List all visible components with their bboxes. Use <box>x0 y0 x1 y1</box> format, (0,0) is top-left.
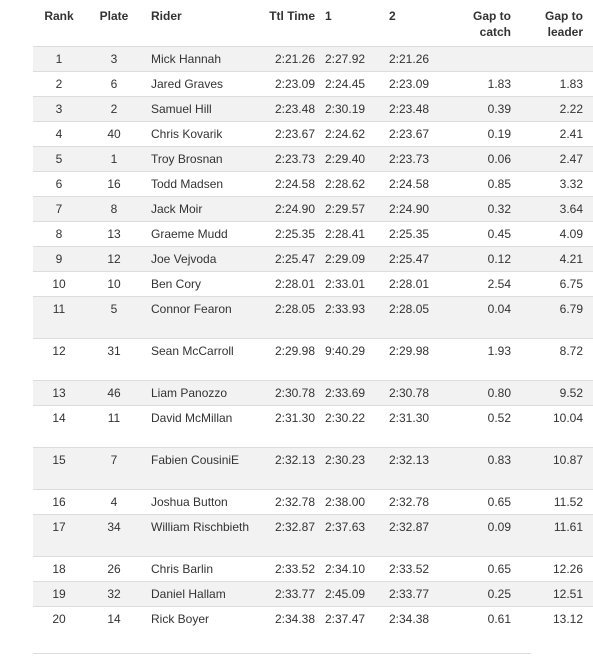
run-2-cell: 2:34.38 <box>385 607 447 632</box>
run-1-cell: 2:33.01 <box>319 272 385 297</box>
total-time-cell: 2:24.90 <box>255 197 319 222</box>
gap-to-catch-cell: 0.85 <box>447 172 517 197</box>
gap-to-catch-cell: 0.65 <box>447 557 517 582</box>
gap-to-catch-cell: 2.54 <box>447 272 517 297</box>
table-row <box>33 490 593 515</box>
rider-cell: Sean McCarroll <box>143 339 255 381</box>
total-time-cell: 2:32.78 <box>255 490 319 515</box>
run-2-cell: 2:32.87 <box>385 515 447 557</box>
table-row <box>33 172 593 197</box>
table-row <box>33 272 593 297</box>
run-1-cell: 2:28.62 <box>319 172 385 197</box>
gap-to-catch-cell: 0.45 <box>447 222 517 247</box>
rider-cell: Jack Moir <box>143 197 255 222</box>
run-1-cell: 2:29.09 <box>319 247 385 272</box>
run-2-cell: 2:23.73 <box>385 147 447 172</box>
gap-to-leader-cell: 2.41 <box>517 122 593 147</box>
total-time-cell: 2:32.87 <box>255 515 319 557</box>
total-time-cell: 2:32.13 <box>255 448 319 490</box>
run-1-cell: 2:30.19 <box>319 97 385 122</box>
run-2-cell: 2:33.52 <box>385 557 447 582</box>
run-2-cell: 2:33.77 <box>385 582 447 607</box>
run-2-cell: 2:23.48 <box>385 97 447 122</box>
plate-cell: 4 <box>85 490 143 515</box>
total-time-cell: 2:23.67 <box>255 122 319 147</box>
table-row <box>33 297 593 339</box>
table-row <box>33 222 593 247</box>
table-row <box>33 582 593 607</box>
total-time-cell: 2:24.58 <box>255 172 319 197</box>
table-row <box>33 607 593 632</box>
rank-cell: 8 <box>33 222 85 247</box>
run-1-cell: 2:37.63 <box>319 515 385 557</box>
gap-to-leader-cell: 3.32 <box>517 172 593 197</box>
run-2-cell: 2:23.67 <box>385 122 447 147</box>
table-row <box>33 247 593 272</box>
rank-cell: 1 <box>33 47 85 72</box>
run-1-cell: 2:24.62 <box>319 122 385 147</box>
table-row <box>33 147 593 172</box>
rider-cell: Liam Panozzo <box>143 381 255 406</box>
gap-to-leader-cell: 13.12 <box>517 607 593 632</box>
results-table <box>33 0 593 632</box>
rank-cell: 14 <box>33 406 85 448</box>
rank-cell: 6 <box>33 172 85 197</box>
plate-cell: 31 <box>85 339 143 381</box>
total-time-cell: 2:23.73 <box>255 147 319 172</box>
gap-to-leader-cell: 9.52 <box>517 381 593 406</box>
gap-to-catch-cell: 0.04 <box>447 297 517 339</box>
table-body <box>33 47 593 632</box>
plate-cell: 6 <box>85 72 143 97</box>
total-time-cell: 2:23.09 <box>255 72 319 97</box>
rider-cell: Mick Hannah <box>143 47 255 72</box>
run-1-cell: 2:29.57 <box>319 197 385 222</box>
gap-to-leader-cell: 2.47 <box>517 147 593 172</box>
gap-to-leader-cell: 6.75 <box>517 272 593 297</box>
table-row <box>33 448 593 490</box>
rider-cell: Chris Barlin <box>143 557 255 582</box>
rider-cell: Ben Cory <box>143 272 255 297</box>
plate-cell: 10 <box>85 272 143 297</box>
table-header <box>33 0 593 47</box>
rank-cell: 20 <box>33 607 85 632</box>
run-1-cell: 2:45.09 <box>319 582 385 607</box>
gap-to-catch-cell: 0.09 <box>447 515 517 557</box>
header-run-1: 1 <box>325 9 332 23</box>
rank-cell: 4 <box>33 122 85 147</box>
rank-cell: 18 <box>33 557 85 582</box>
table-row <box>33 339 593 381</box>
run-1-cell: 2:24.45 <box>319 72 385 97</box>
table-row <box>33 557 593 582</box>
gap-to-leader-cell: 10.04 <box>517 406 593 448</box>
rank-cell: 9 <box>33 247 85 272</box>
gap-to-catch-cell: 0.61 <box>447 607 517 632</box>
gap-to-leader-cell: 1.83 <box>517 72 593 97</box>
rider-cell: Troy Brosnan <box>143 147 255 172</box>
gap-to-leader-cell: 12.51 <box>517 582 593 607</box>
gap-to-leader-cell: 4.09 <box>517 222 593 247</box>
table-row <box>33 122 593 147</box>
plate-cell: 16 <box>85 172 143 197</box>
run-1-cell: 2:38.00 <box>319 490 385 515</box>
rider-cell: Connor Fearon <box>143 297 255 339</box>
header-total-time: Ttl Time <box>269 9 315 23</box>
table-bottom-divider <box>33 653 531 654</box>
plate-cell: 13 <box>85 222 143 247</box>
gap-to-catch-cell: 0.32 <box>447 197 517 222</box>
run-2-cell: 2:28.01 <box>385 272 447 297</box>
run-2-cell: 2:29.98 <box>385 339 447 381</box>
rank-cell: 17 <box>33 515 85 557</box>
plate-cell: 3 <box>85 47 143 72</box>
total-time-cell: 2:30.78 <box>255 381 319 406</box>
header-rank: Rank <box>44 9 74 23</box>
gap-to-catch-cell: 0.06 <box>447 147 517 172</box>
rider-cell: Daniel Hallam <box>143 582 255 607</box>
plate-cell: 7 <box>85 448 143 490</box>
header-row <box>33 0 593 47</box>
gap-to-catch-cell: 1.93 <box>447 339 517 381</box>
plate-cell: 11 <box>85 406 143 448</box>
run-1-cell: 2:30.23 <box>319 448 385 490</box>
rider-cell: Chris Kovarik <box>143 122 255 147</box>
rank-cell: 7 <box>33 197 85 222</box>
run-1-cell: 2:29.40 <box>319 147 385 172</box>
gap-to-leader-cell: 2.22 <box>517 97 593 122</box>
total-time-cell: 2:21.26 <box>255 47 319 72</box>
total-time-cell: 2:33.77 <box>255 582 319 607</box>
run-2-cell: 2:30.78 <box>385 381 447 406</box>
rider-cell: Fabien CousiniE <box>143 448 255 490</box>
rank-cell: 16 <box>33 490 85 515</box>
gap-to-catch-cell <box>447 47 517 72</box>
gap-to-leader-cell: 8.72 <box>517 339 593 381</box>
total-time-cell: 2:31.30 <box>255 406 319 448</box>
table-row <box>33 406 593 448</box>
run-1-cell: 2:34.10 <box>319 557 385 582</box>
run-1-cell: 2:30.22 <box>319 406 385 448</box>
gap-to-leader-cell: 3.64 <box>517 197 593 222</box>
total-time-cell: 2:33.52 <box>255 557 319 582</box>
gap-to-leader-cell: 4.21 <box>517 247 593 272</box>
plate-cell: 32 <box>85 582 143 607</box>
plate-cell: 34 <box>85 515 143 557</box>
gap-to-catch-cell: 0.39 <box>447 97 517 122</box>
run-2-cell: 2:21.26 <box>385 47 447 72</box>
run-2-cell: 2:25.35 <box>385 222 447 247</box>
gap-to-catch-cell: 0.65 <box>447 490 517 515</box>
run-1-cell: 2:37.47 <box>319 607 385 632</box>
header-run-2: 2 <box>389 9 396 23</box>
gap-to-catch-cell: 1.83 <box>447 72 517 97</box>
rider-cell: Todd Madsen <box>143 172 255 197</box>
total-time-cell: 2:34.38 <box>255 607 319 632</box>
rider-cell: Samuel Hill <box>143 97 255 122</box>
gap-to-catch-cell: 0.83 <box>447 448 517 490</box>
rank-cell: 13 <box>33 381 85 406</box>
plate-cell: 2 <box>85 97 143 122</box>
run-2-cell: 2:31.30 <box>385 406 447 448</box>
gap-to-leader-cell: 12.26 <box>517 557 593 582</box>
rank-cell: 19 <box>33 582 85 607</box>
gap-to-leader-cell: 6.79 <box>517 297 593 339</box>
rider-cell: Joshua Button <box>143 490 255 515</box>
rank-cell: 15 <box>33 448 85 490</box>
table-row <box>33 47 593 72</box>
total-time-cell: 2:28.05 <box>255 297 319 339</box>
header-plate: Plate <box>99 9 129 23</box>
run-2-cell: 2:32.78 <box>385 490 447 515</box>
run-1-cell: 2:33.69 <box>319 381 385 406</box>
rider-cell: William Rischbieth <box>143 515 255 557</box>
rank-cell: 3 <box>33 97 85 122</box>
rank-cell: 12 <box>33 339 85 381</box>
rank-cell: 11 <box>33 297 85 339</box>
gap-to-catch-cell: 0.52 <box>447 406 517 448</box>
run-2-cell: 2:24.58 <box>385 172 447 197</box>
table-row <box>33 72 593 97</box>
run-2-cell: 2:32.13 <box>385 448 447 490</box>
gap-to-catch-cell: 0.12 <box>447 247 517 272</box>
run-1-cell: 2:28.41 <box>319 222 385 247</box>
rank-cell: 2 <box>33 72 85 97</box>
gap-to-leader-cell: 11.61 <box>517 515 593 557</box>
rider-cell: Graeme Mudd <box>143 222 255 247</box>
plate-cell: 26 <box>85 557 143 582</box>
plate-cell: 1 <box>85 147 143 172</box>
table-row <box>33 197 593 222</box>
gap-to-leader-cell: 10.87 <box>517 448 593 490</box>
run-2-cell: 2:28.05 <box>385 297 447 339</box>
header-rider: Rider <box>151 9 182 23</box>
gap-to-catch-cell: 0.19 <box>447 122 517 147</box>
rank-cell: 10 <box>33 272 85 297</box>
run-1-cell: 9:40.29 <box>319 339 385 381</box>
header-gap-to-leader: Gap to leader <box>545 9 583 39</box>
rider-cell: Joe Vejvoda <box>143 247 255 272</box>
run-2-cell: 2:23.09 <box>385 72 447 97</box>
rider-cell: David McMillan <box>143 406 255 448</box>
run-2-cell: 2:24.90 <box>385 197 447 222</box>
total-time-cell: 2:25.47 <box>255 247 319 272</box>
plate-cell: 46 <box>85 381 143 406</box>
plate-cell: 8 <box>85 197 143 222</box>
table-row <box>33 381 593 406</box>
total-time-cell: 2:28.01 <box>255 272 319 297</box>
total-time-cell: 2:25.35 <box>255 222 319 247</box>
run-1-cell: 2:33.93 <box>319 297 385 339</box>
plate-cell: 40 <box>85 122 143 147</box>
run-2-cell: 2:25.47 <box>385 247 447 272</box>
table-row <box>33 97 593 122</box>
header-gap-to-catch: Gap to catch <box>473 9 511 39</box>
plate-cell: 5 <box>85 297 143 339</box>
gap-to-catch-cell: 0.80 <box>447 381 517 406</box>
rider-cell: Rick Boyer <box>143 607 255 632</box>
gap-to-leader-cell <box>517 47 593 72</box>
plate-cell: 14 <box>85 607 143 632</box>
table-row <box>33 515 593 557</box>
gap-to-leader-cell: 11.52 <box>517 490 593 515</box>
total-time-cell: 2:23.48 <box>255 97 319 122</box>
plate-cell: 12 <box>85 247 143 272</box>
total-time-cell: 2:29.98 <box>255 339 319 381</box>
gap-to-catch-cell: 0.25 <box>447 582 517 607</box>
rank-cell: 5 <box>33 147 85 172</box>
rider-cell: Jared Graves <box>143 72 255 97</box>
run-1-cell: 2:27.92 <box>319 47 385 72</box>
